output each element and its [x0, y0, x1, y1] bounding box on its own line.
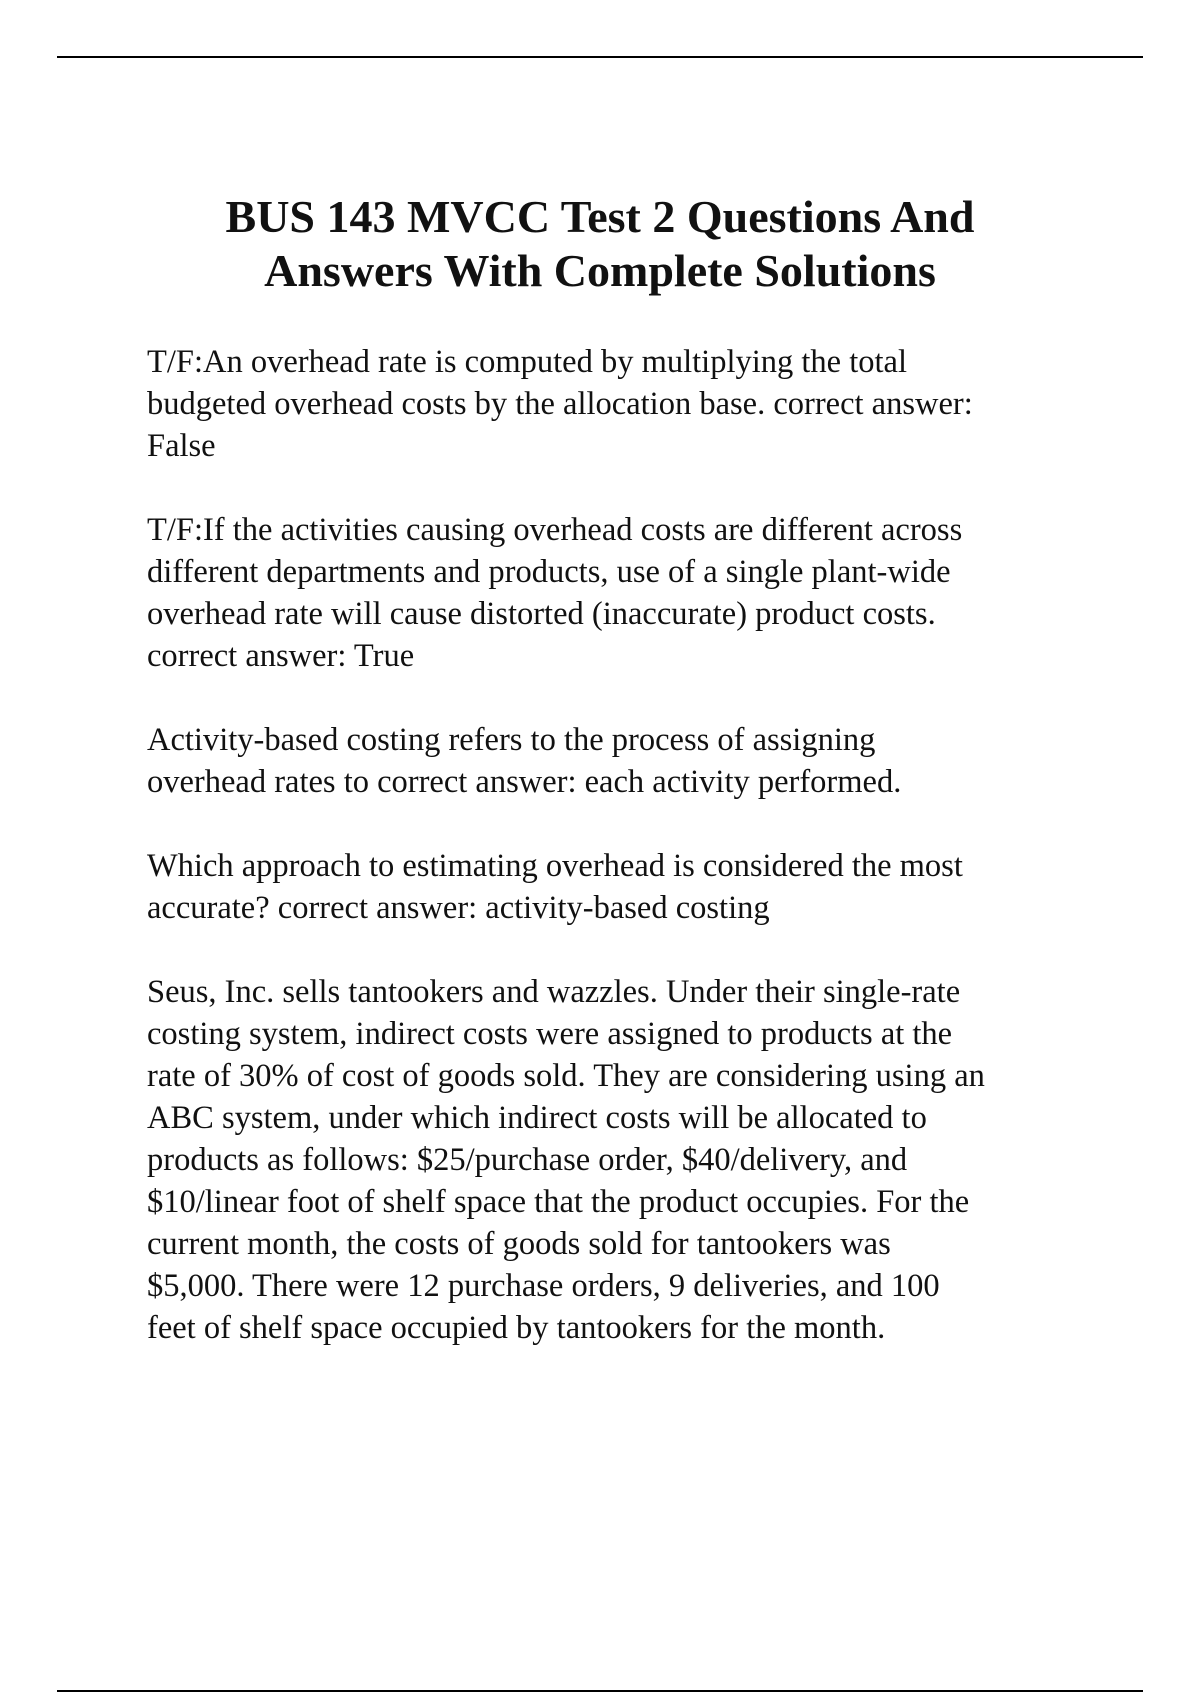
question-line: overhead rate will cause distorted (inaccurate) product costs. [147, 596, 936, 632]
bottom-rule [57, 1690, 1143, 1692]
question-line: $5,000. There were 12 purchase orders, 9 deliveries, and 100 [147, 1268, 940, 1304]
question-line: budgeted overhead costs by the allocation base. correct answer: [147, 386, 973, 422]
question-line: ABC system, under which indirect costs will be allocated to [147, 1100, 927, 1136]
question-line: T/F:An overhead rate is computed by multiplying the total [147, 344, 907, 380]
question-4 [147, 845, 1107, 929]
question-line: Activity-based costing refers to the process of assigning [147, 722, 876, 758]
question-line: Seus, Inc. sells tantookers and wazzles. Under their single-rate [147, 974, 961, 1010]
question-line: overhead rates to correct answer: each activity performed. [147, 764, 902, 800]
question-line: feet of shelf space occupied by tantookers for the month. [147, 1310, 886, 1346]
document-title [100, 190, 1100, 298]
question-2 [147, 509, 1107, 677]
question-line: accurate? correct answer: activity-based costing [147, 890, 770, 926]
question-1 [147, 341, 1107, 467]
question-3 [147, 719, 1107, 803]
question-line: rate of 30% of cost of goods sold. They are considering using an [147, 1058, 985, 1094]
question-line: False [147, 428, 216, 464]
question-5 [147, 971, 1107, 1349]
question-line: products as follows: $25/purchase order, $40/delivery, and [147, 1142, 908, 1178]
question-line: costing system, indirect costs were assigned to products at the [147, 1016, 953, 1052]
question-line: current month, the costs of goods sold for tantookers was [147, 1226, 891, 1262]
question-line: Which approach to estimating overhead is considered the most [147, 848, 963, 884]
question-line: $10/linear foot of shelf space that the product occupies. For the [147, 1184, 970, 1220]
title-line: Answers With Complete Solutions [264, 245, 936, 296]
question-list [147, 341, 1107, 1391]
question-line: T/F:If the activities causing overhead costs are different across [147, 512, 963, 548]
question-line: different departments and products, use of a single plant-wide [147, 554, 951, 590]
title-line: BUS 143 MVCC Test 2 Questions And [225, 191, 975, 242]
question-line: correct answer: True [147, 638, 415, 674]
top-rule [57, 56, 1143, 58]
